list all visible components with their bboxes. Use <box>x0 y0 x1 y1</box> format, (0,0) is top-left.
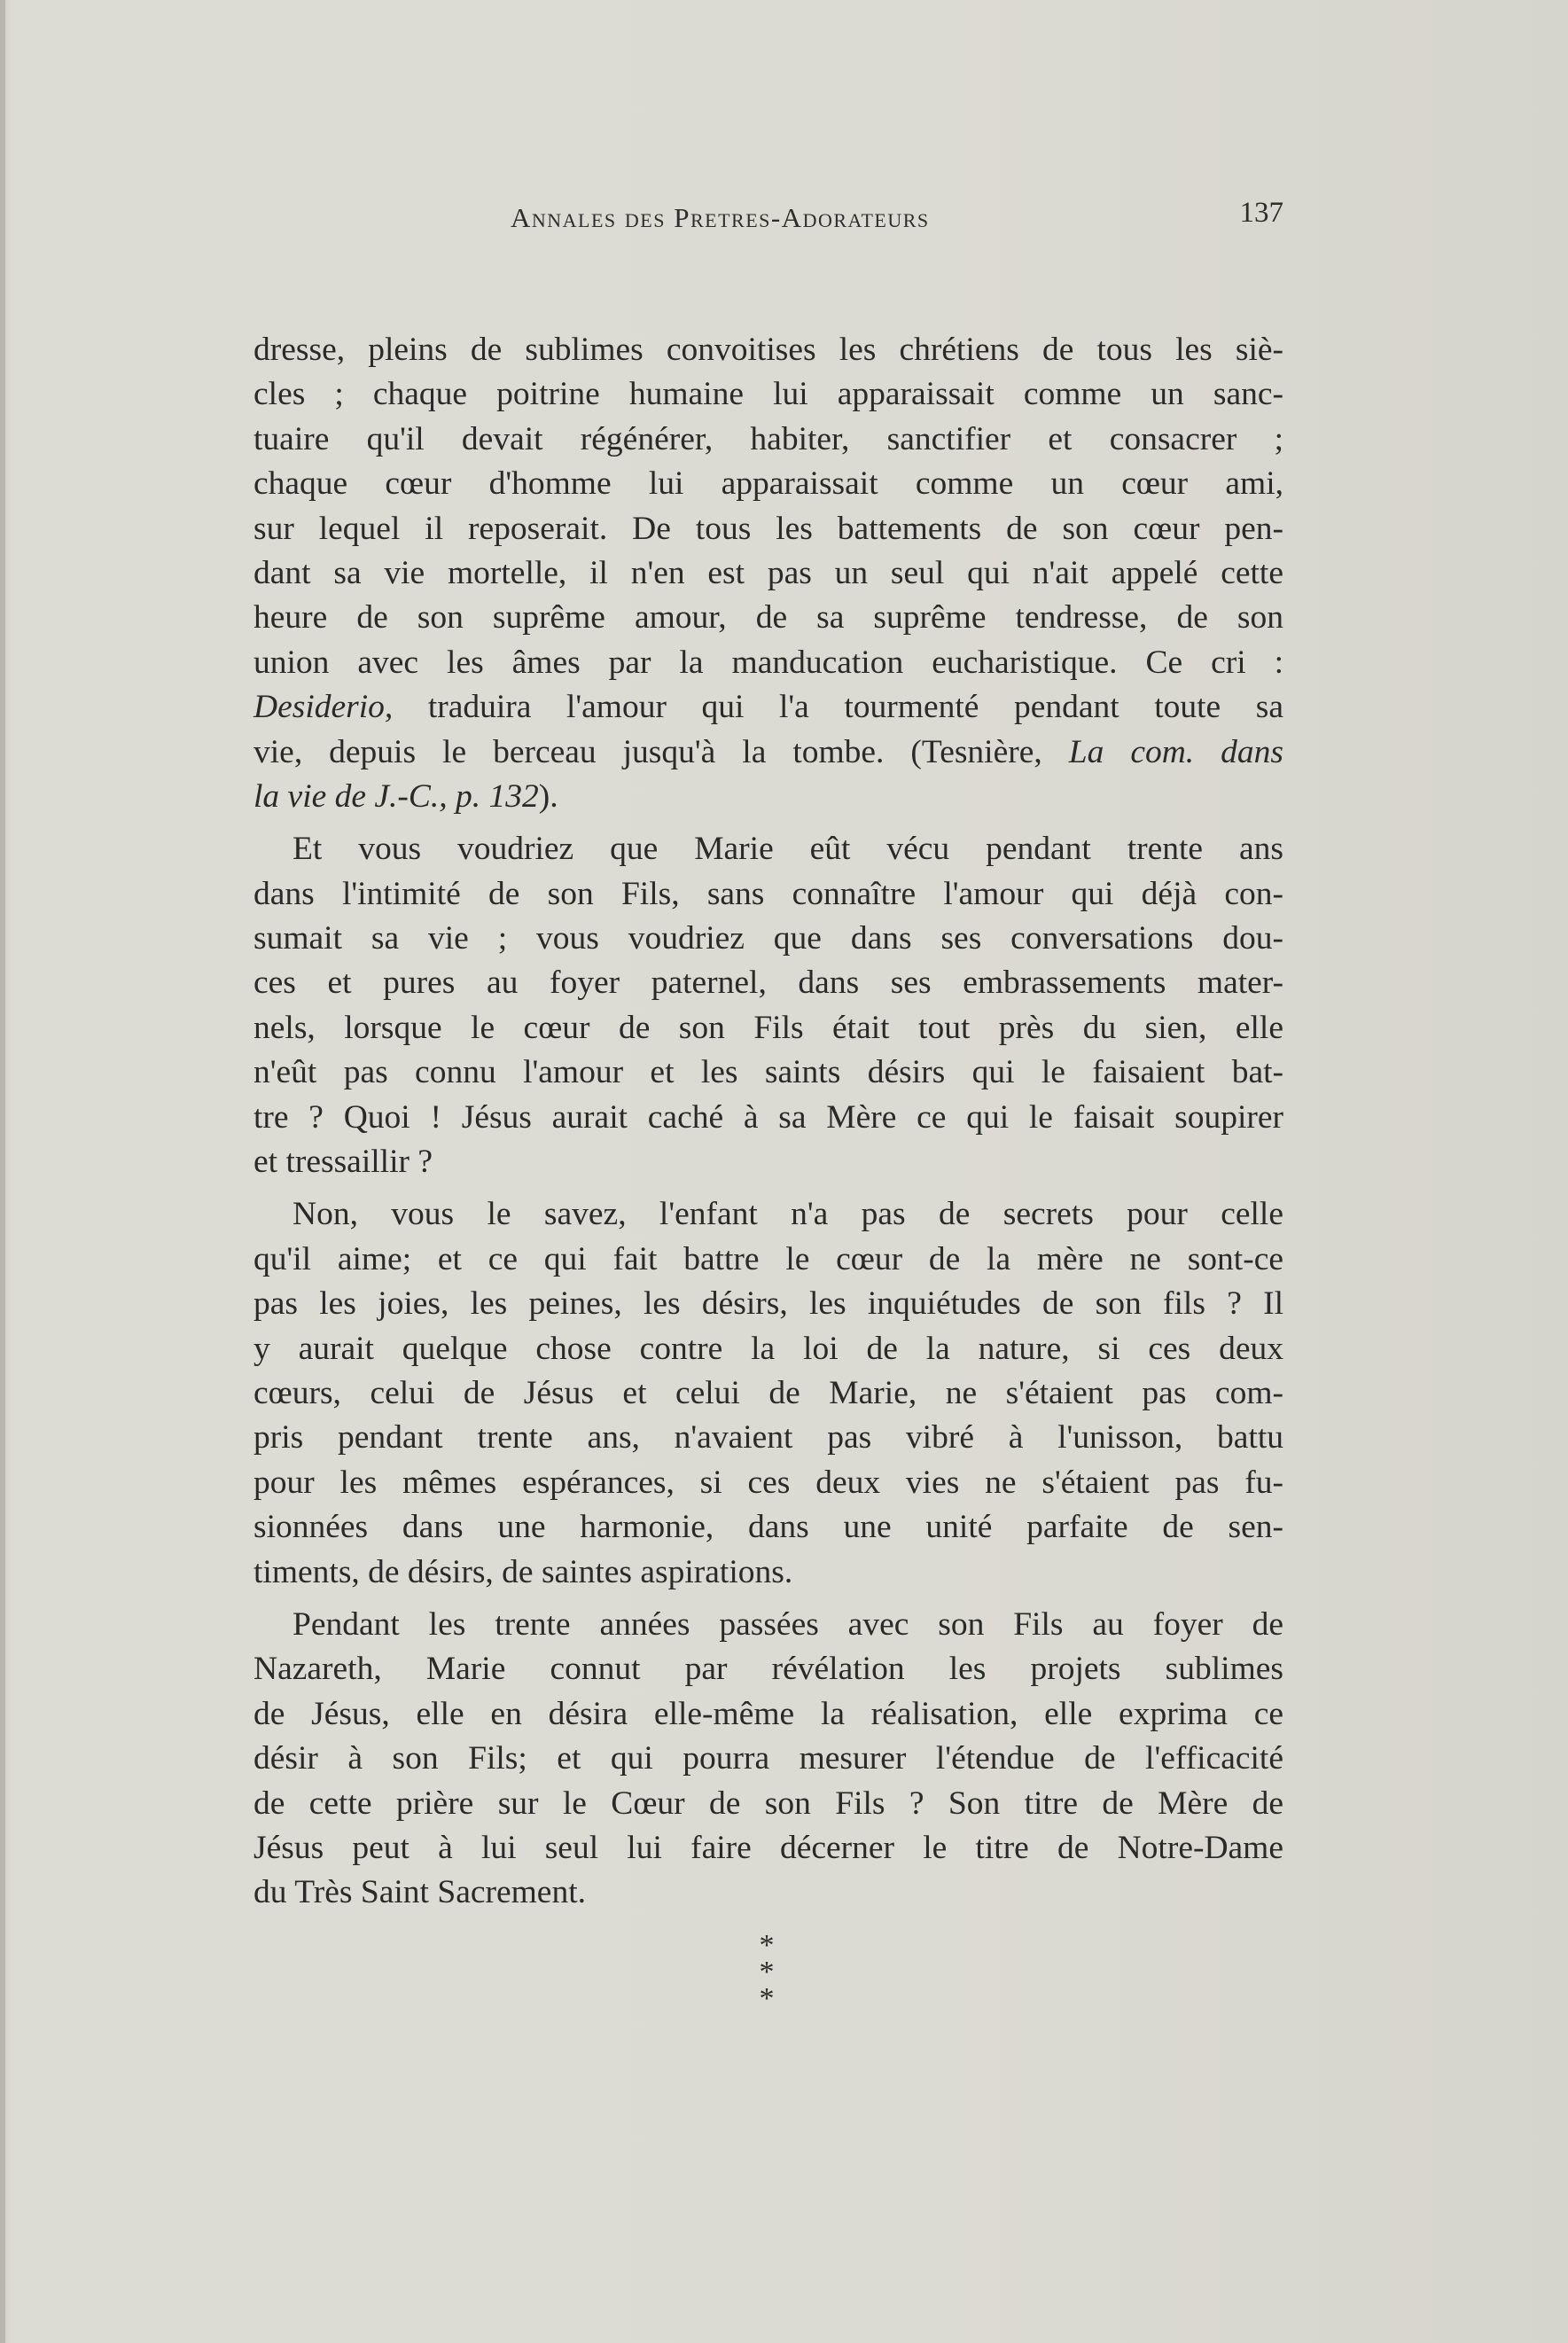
running-title: Annales des Pretres-Adorateurs <box>511 202 930 233</box>
text-span: ). <box>538 777 558 815</box>
text-line: de cette prière sur le Cœur de son Fils ? Son titre de Mère de <box>254 1785 1283 1822</box>
text-line: de Jésus, elle en désira elle-même la réalisation, elle exprima ce <box>254 1695 1283 1732</box>
text-line: pour les mêmes espérances, si ces deux vies ne s'étaient pas fu- <box>254 1464 1283 1501</box>
text-line: tre ? Quoi ! Jésus aurait caché à sa Mère ce qui le faisait soupirer <box>254 1098 1283 1136</box>
text-line: et tressaillir ? <box>254 1144 433 1181</box>
text-line <box>254 685 1283 730</box>
text-line: pas les joies, les peines, les désirs, les inquiétudes de son fils ? Il <box>254 1285 1283 1323</box>
section-break-asterism <box>727 1929 807 2015</box>
paragraph-4 <box>254 1603 1283 1916</box>
text-line: Jésus peut à lui seul lui faire décerner le titre de Notre-Dame <box>254 1829 1283 1866</box>
text-line: dant sa vie mortelle, il n'en est pas un seul qui n'ait appelé cette <box>254 554 1283 591</box>
text-line: cœurs, celui de Jésus et celui de Marie, ne s'étaient pas com- <box>254 1374 1283 1411</box>
text-line: ces et pures au foyer paternel, dans ses embrassements mater- <box>254 965 1283 1002</box>
text-line: Nazareth, Marie connut par révélation les projets sublimes <box>254 1651 1283 1688</box>
text-line <box>254 775 1283 819</box>
paragraph-2 <box>254 827 1283 1184</box>
text-line: Pendant les trente années passées avec son Fils au foyer de <box>293 1605 1283 1643</box>
paragraph-3 <box>254 1192 1283 1595</box>
text-line: du Très Saint Sacrement. <box>254 1874 586 1911</box>
citation-italic: La com. dans <box>1068 733 1283 770</box>
text-line: cles ; chaque poitrine humaine lui apparaissait comme un sanc- <box>254 376 1283 413</box>
text-line: tuaire qu'il devait régénérer, habiter, sanctifier et consacrer ; <box>254 420 1283 457</box>
italic-word: Desiderio, <box>254 689 394 726</box>
text-line: y aurait quelque chose contre la loi de la nature, si ces deux <box>254 1330 1283 1367</box>
paragraph-1 <box>254 328 1283 819</box>
asterism-bottom: * * <box>759 1956 787 2015</box>
text-line: heure de son suprême amour, de sa suprême tendresse, de son <box>254 599 1283 637</box>
page-number: 137 <box>1239 197 1283 229</box>
text-span: traduira l'amour qui l'a tourmenté pendant toute sa <box>393 689 1283 726</box>
asterism-top: * <box>759 1929 775 1962</box>
text-line: sur lequel il reposerait. De tous les battements de son cœur pen- <box>254 510 1283 547</box>
text-line: sumait sa vie ; vous voudriez que dans ses conversations dou- <box>254 920 1283 957</box>
text-line: chaque cœur d'homme lui apparaissait comme un cœur ami, <box>254 465 1283 503</box>
text-line: dresse, pleins de sublimes convoitises les chrétiens de tous les siè- <box>254 332 1283 368</box>
page-edge <box>0 0 5 2343</box>
text-line: dans l'intimité de son Fils, sans connaître l'amour qui déjà con- <box>254 875 1283 912</box>
text-line: qu'il aime; et ce qui fait battre le cœur de la mère ne sont-ce <box>254 1240 1283 1277</box>
text-line: sionnées dans une harmonie, dans une unité parfaite de sen- <box>254 1509 1283 1546</box>
text-line <box>254 730 1283 775</box>
body-text <box>254 328 1283 1916</box>
text-line: Et vous voudriez que Marie eût vécu pendant trente ans <box>293 831 1283 868</box>
text-line: désir à son Fils; et qui pourra mesurer l'étendue de l'efficacité <box>254 1740 1283 1777</box>
citation-italic: la vie de J.-C., p. 132 <box>254 777 539 815</box>
text-line: Non, vous le savez, l'enfant n'a pas de secrets pour celle <box>293 1196 1283 1233</box>
running-header <box>254 197 1283 241</box>
text-span: vie, depuis le berceau jusqu'à la tombe. (Tesnière, <box>254 733 1069 770</box>
text-line: union avec les âmes par la manducation eucharistique. Ce cri : <box>254 644 1283 681</box>
text-line: nels, lorsque le cœur de son Fils était tout près du sien, elle <box>254 1009 1283 1046</box>
text-line: timents, de désirs, de saintes aspirations. <box>254 1553 793 1590</box>
text-line: pris pendant trente ans, n'avaient pas vibré à l'unisson, battu <box>254 1419 1283 1457</box>
text-line: n'eût pas connu l'amour et les saints désirs qui le faisaient bat- <box>254 1054 1283 1091</box>
